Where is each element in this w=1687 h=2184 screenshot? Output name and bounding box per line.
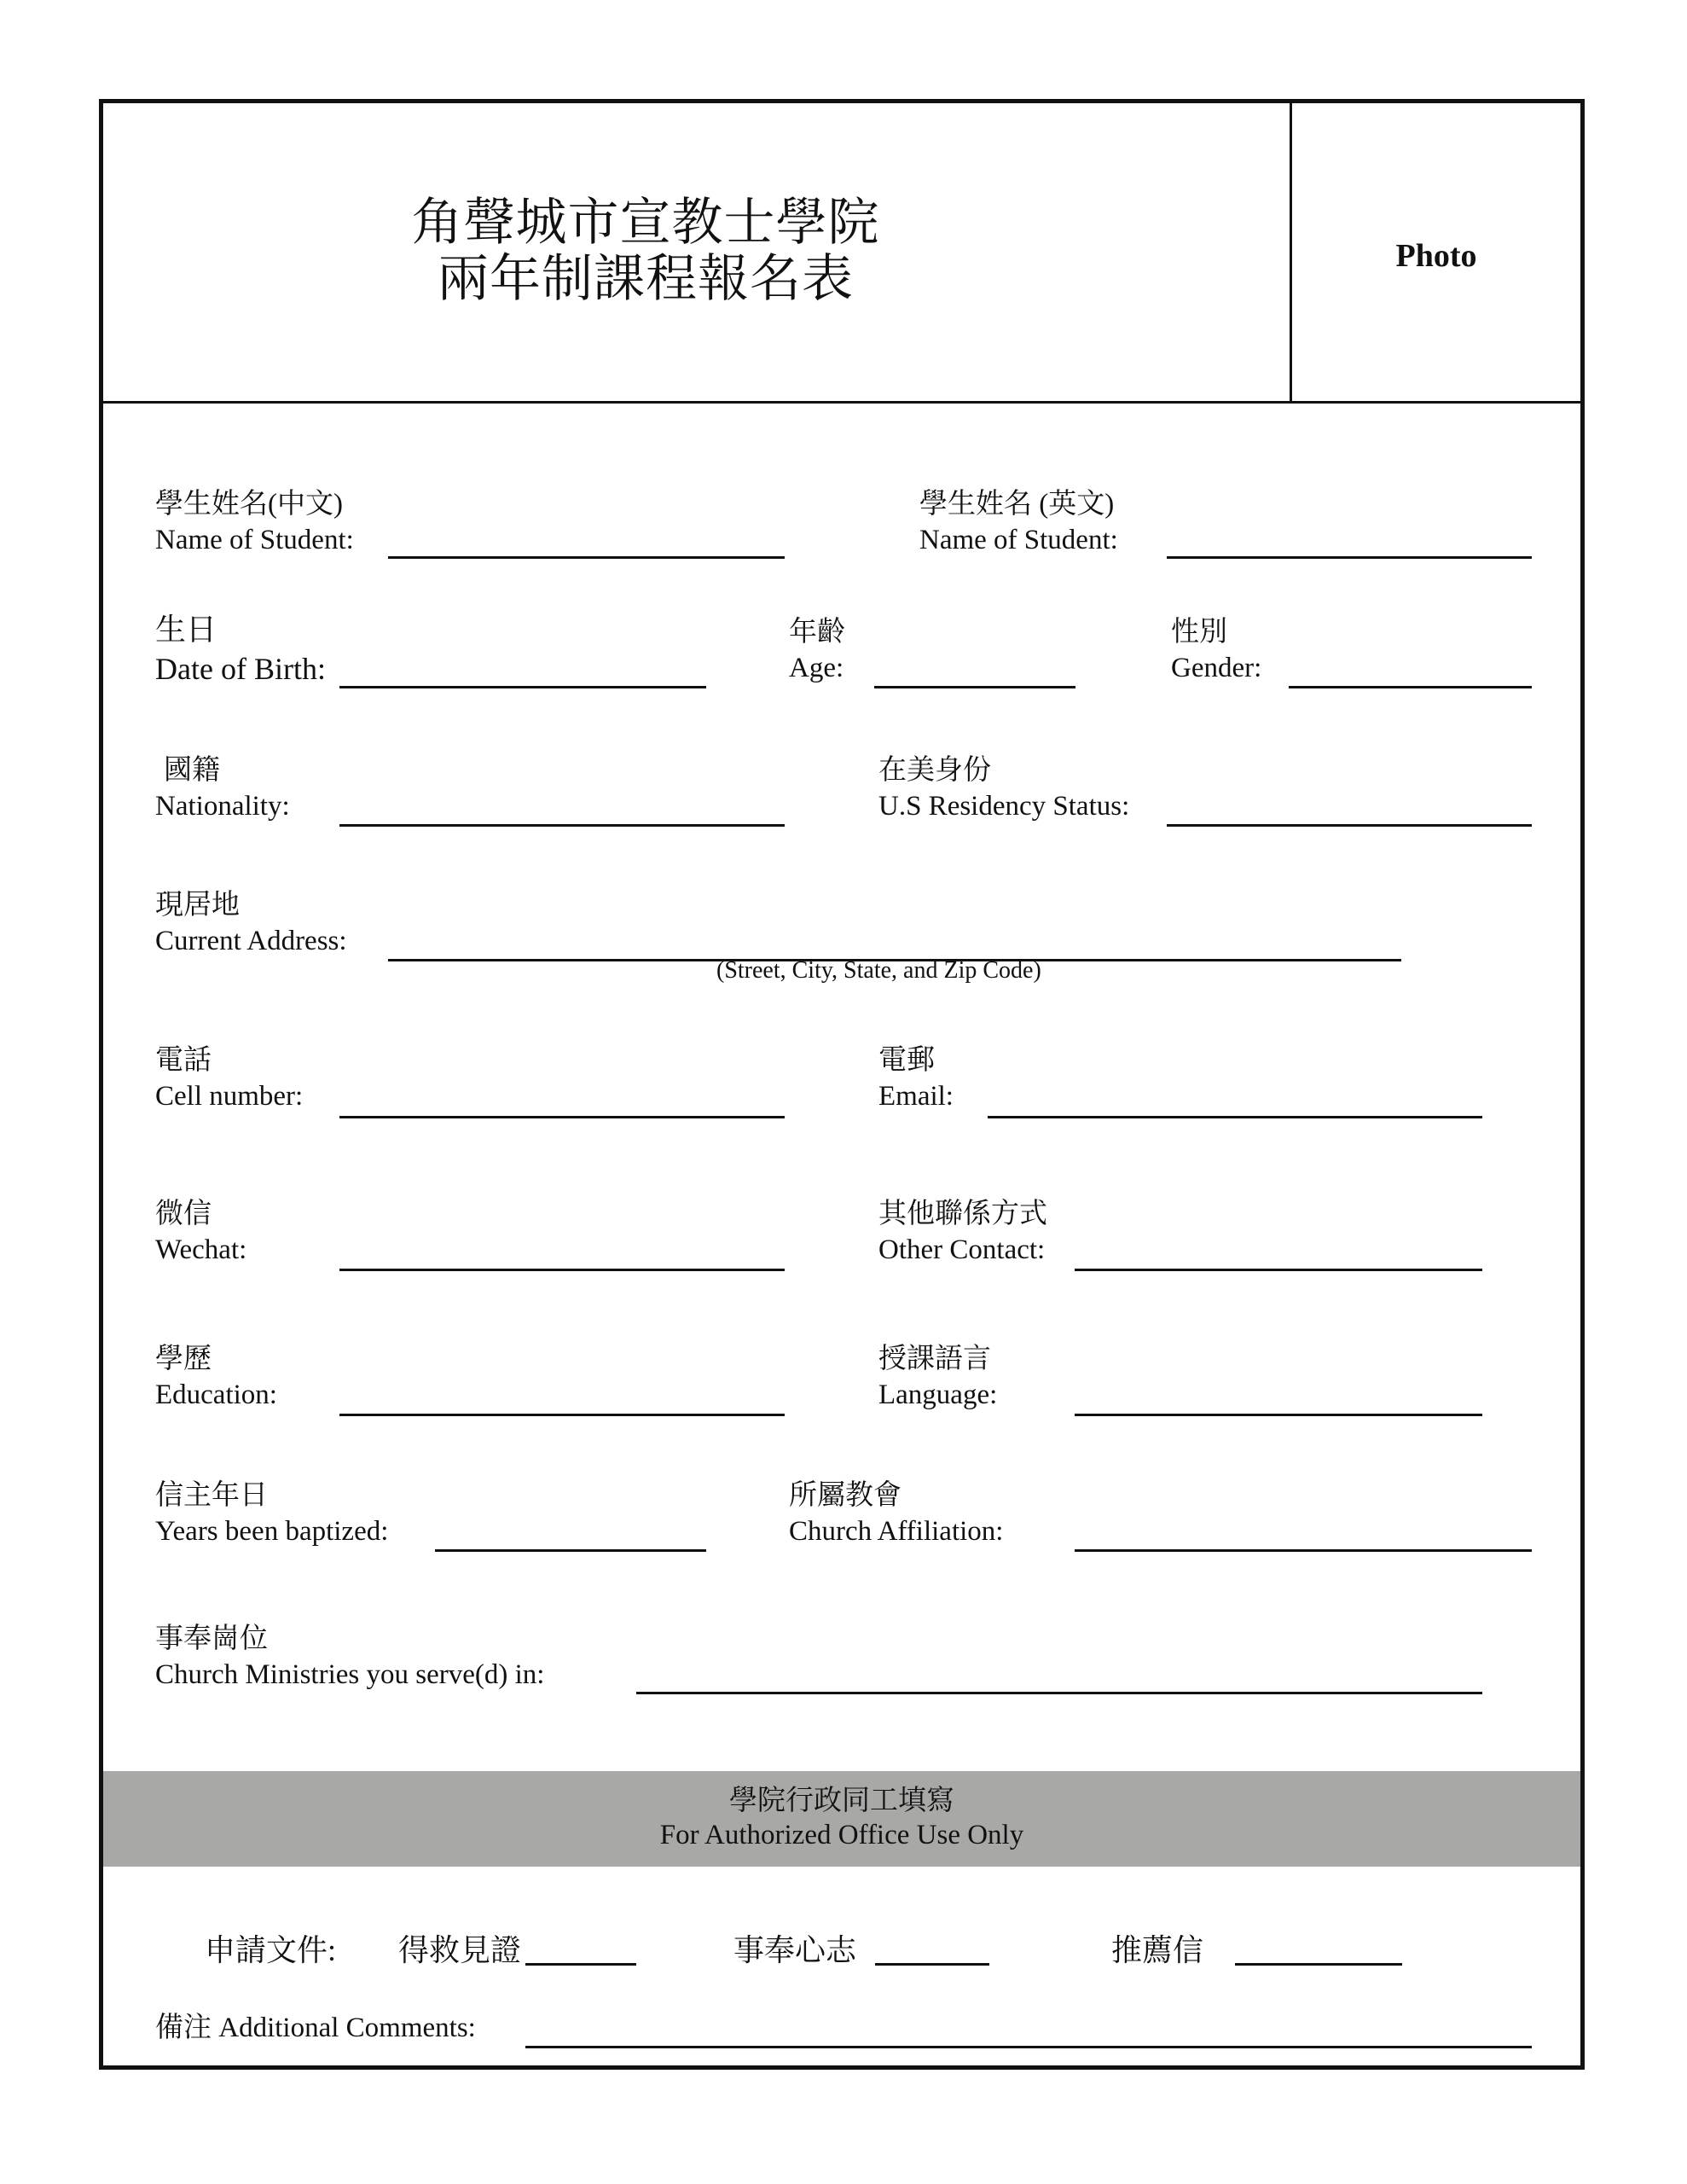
- wechat-label: [155, 1196, 246, 1268]
- title-line-1: 角聲城市宣教士學院: [411, 195, 880, 251]
- dob-field[interactable]: [339, 686, 706, 688]
- name-cn-field[interactable]: [388, 556, 785, 559]
- email-en: Email:: [878, 1081, 954, 1112]
- title-line-2: 兩年制課程報名表: [438, 251, 854, 307]
- email-field[interactable]: [988, 1116, 1482, 1118]
- office-use-band: [103, 1771, 1580, 1867]
- email-zh: 電郵: [878, 1045, 935, 1076]
- residency-field[interactable]: [1167, 824, 1532, 827]
- other-contact-zh: 其他聯係方式: [878, 1199, 1047, 1229]
- doc-reference-field[interactable]: [1235, 1963, 1402, 1966]
- church-zh: 所屬教會: [789, 1480, 901, 1511]
- doc-calling-label: 事奉心志: [733, 1933, 857, 1967]
- name-cn-en: Name of Student:: [155, 525, 354, 555]
- gender-label: [1171, 614, 1261, 686]
- ministries-label: [155, 1621, 544, 1693]
- other-contact-en: Other Contact:: [878, 1234, 1046, 1265]
- church-en: Church Affiliation:: [789, 1516, 1004, 1547]
- nationality-field[interactable]: [339, 824, 785, 827]
- residency-label: [878, 752, 1129, 824]
- education-zh: 學歷: [155, 1344, 212, 1374]
- doc-testimony-label: 得救見證: [398, 1933, 522, 1967]
- baptized-label: [155, 1478, 388, 1549]
- address-en: Current Address:: [155, 926, 347, 956]
- dob-label: [155, 610, 326, 688]
- address-label: [155, 887, 347, 959]
- wechat-field[interactable]: [339, 1269, 785, 1271]
- education-field[interactable]: [339, 1414, 785, 1416]
- wechat-en: Wechat:: [155, 1234, 247, 1265]
- doc-testimony-field[interactable]: [525, 1963, 636, 1966]
- nationality-label: [155, 752, 290, 824]
- comments-field[interactable]: [525, 2046, 1532, 2048]
- ministries-zh: 事奉崗位: [155, 1623, 268, 1654]
- name-en-zh: 學生姓名 (英文): [919, 489, 1115, 520]
- baptized-zh: 信主年日: [155, 1480, 268, 1511]
- wechat-zh: 微信: [155, 1199, 212, 1229]
- dob-zh: 生日: [155, 613, 217, 647]
- language-zh: 授課語言: [878, 1344, 991, 1374]
- age-en: Age:: [789, 653, 844, 683]
- church-label: [789, 1478, 1003, 1549]
- residency-en: U.S Residency Status:: [878, 791, 1130, 822]
- address-zh: 現居地: [155, 890, 240, 921]
- ministries-field[interactable]: [636, 1692, 1482, 1694]
- other-contact-label: [878, 1196, 1047, 1268]
- cell-field[interactable]: [339, 1116, 785, 1118]
- name-en-field[interactable]: [1167, 556, 1532, 559]
- language-label: [878, 1341, 997, 1413]
- doc-reference-label: 推薦信: [1111, 1933, 1204, 1967]
- age-label: [789, 614, 845, 686]
- education-en: Education:: [155, 1380, 277, 1410]
- address-hint: (Street, City, State, and Zip Code): [716, 957, 1041, 984]
- documents-label: 申請文件:: [205, 1933, 337, 1967]
- language-field[interactable]: [1075, 1414, 1482, 1416]
- cell-en: Cell number:: [155, 1081, 304, 1112]
- nationality-zh: 國籍: [164, 755, 220, 786]
- other-contact-field[interactable]: [1075, 1269, 1482, 1271]
- church-field[interactable]: [1075, 1549, 1532, 1552]
- comments-label: 備注 Additional Comments:: [155, 2013, 476, 2043]
- office-en: For Authorized Office Use Only: [659, 1820, 1024, 1850]
- age-field[interactable]: [874, 686, 1075, 688]
- residency-zh: 在美身份: [878, 755, 991, 786]
- cell-label: [155, 1043, 303, 1114]
- photo-box[interactable]: [1292, 102, 1580, 403]
- photo-label: Photo: [1395, 238, 1477, 274]
- form-title: [0, 195, 1291, 307]
- baptized-field[interactable]: [435, 1549, 706, 1552]
- gender-zh: 性別: [1171, 617, 1227, 648]
- cell-zh: 電話: [155, 1045, 212, 1076]
- gender-en: Gender:: [1171, 653, 1262, 683]
- language-en: Language:: [878, 1380, 998, 1410]
- baptized-en: Years been baptized:: [155, 1516, 389, 1547]
- name-cn-label: [155, 486, 354, 558]
- name-cn-zh: 學生姓名(中文): [155, 489, 343, 520]
- ministries-en: Church Ministries you serve(d) in:: [155, 1659, 545, 1690]
- email-label: [878, 1043, 954, 1114]
- dob-en: Date of Birth:: [155, 652, 326, 686]
- name-en-label: [919, 486, 1118, 558]
- nationality-en: Nationality:: [155, 791, 290, 822]
- name-en-en: Name of Student:: [919, 525, 1118, 555]
- education-label: [155, 1341, 277, 1413]
- office-zh: 學院行政同工填寫: [729, 1786, 954, 1816]
- gender-field[interactable]: [1289, 686, 1532, 688]
- age-zh: 年齡: [789, 617, 845, 648]
- doc-calling-field[interactable]: [875, 1963, 989, 1966]
